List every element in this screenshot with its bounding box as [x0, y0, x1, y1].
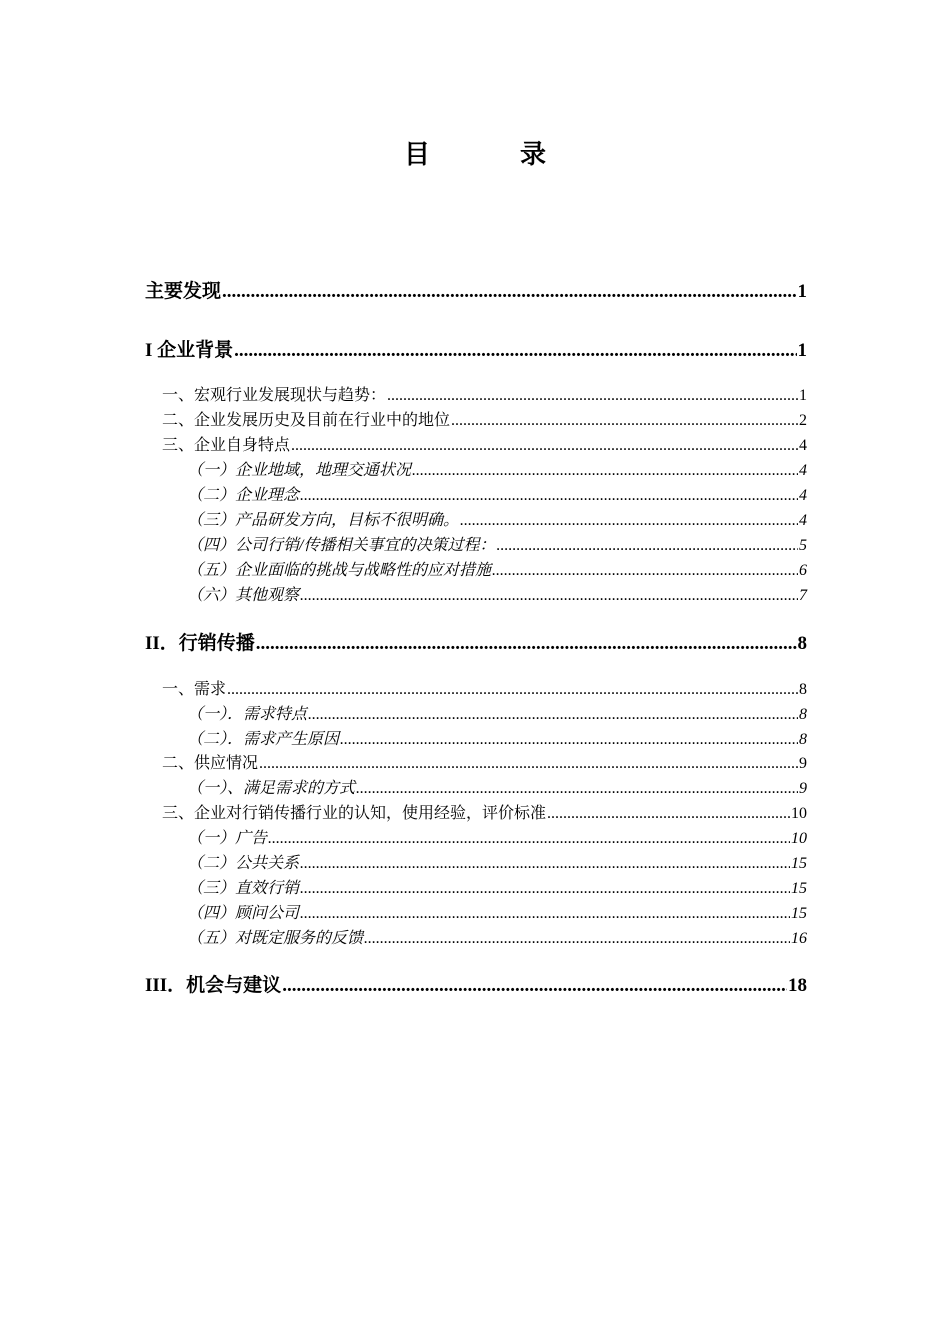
- toc-entry-label: 三、企业对行销传播行业的认知，使用经验，评价标准: [162, 805, 547, 822]
- toc-page-number: 6: [799, 562, 807, 579]
- toc-entry[interactable]: [162, 407, 807, 429]
- toc-page-number: 2: [799, 412, 807, 429]
- toc-leader-dots: [492, 562, 798, 580]
- toc-entry-label: （一）、满足需求的方式: [187, 780, 356, 797]
- toc-leader-dots: [496, 537, 798, 555]
- toc-page-number: 7: [799, 587, 807, 604]
- toc-entry-label: （二）．需求产生原因: [187, 731, 340, 748]
- toc-page-number: 8: [799, 706, 807, 723]
- toc-entry[interactable]: [187, 507, 807, 529]
- toc-leader-dots: [227, 681, 798, 699]
- title-char-2: 录: [520, 140, 547, 169]
- toc-entry[interactable]: [145, 276, 807, 302]
- toc-leader-dots: [259, 755, 798, 773]
- toc-leader-dots: [256, 633, 797, 655]
- toc-entry[interactable]: [145, 628, 807, 654]
- page-title: [0, 134, 950, 171]
- toc-entry-label: 二、供应情况: [162, 755, 259, 772]
- toc-page-number: 8: [797, 633, 807, 654]
- toc-leader-dots: [300, 855, 790, 873]
- toc-leader-dots: [460, 512, 798, 530]
- toc-entry-label: 三、企业自身特点: [162, 437, 291, 454]
- toc-page-number: 15: [791, 855, 807, 872]
- toc-entry[interactable]: [187, 726, 807, 748]
- toc-entry-label: （五）企业面临的挑战与战略性的应对措施: [187, 562, 492, 579]
- toc-leader-dots: [268, 830, 790, 848]
- toc-entry[interactable]: [187, 457, 807, 479]
- toc-page-number: 4: [799, 437, 807, 454]
- toc-page-number: 4: [799, 512, 807, 529]
- toc-entry-label: 一、宏观行业发展现状与趋势：: [162, 387, 387, 404]
- toc-entry[interactable]: [187, 850, 807, 872]
- toc-page-number: 1: [799, 387, 807, 404]
- toc-entry[interactable]: [145, 970, 807, 996]
- toc-page-number: 5: [799, 537, 807, 554]
- toc-leader-dots: [291, 437, 798, 455]
- toc-leader-dots: [364, 930, 790, 948]
- toc-leader-dots: [356, 780, 798, 798]
- toc-leader-dots: [282, 975, 787, 997]
- toc-leader-dots: [222, 281, 796, 303]
- toc-leader-dots: [547, 805, 790, 823]
- toc-entry[interactable]: [145, 335, 807, 361]
- toc-page-number: 1: [797, 340, 807, 361]
- toc-entry[interactable]: [187, 582, 807, 604]
- title-char-1: 目: [403, 140, 430, 169]
- toc-entry[interactable]: [187, 900, 807, 922]
- toc-page-number: 15: [791, 880, 807, 897]
- toc-entry-label: （二）企业理念: [187, 487, 300, 504]
- toc-page-number: 15: [791, 905, 807, 922]
- toc-entry-label: （六）其他观察: [187, 587, 300, 604]
- toc-entry-label: （五）对既定服务的反馈: [187, 930, 364, 947]
- toc-entry-label: II．行销传播: [145, 633, 255, 654]
- toc-leader-dots: [451, 412, 798, 430]
- toc-entry-label: 二、企业发展历史及目前在行业中的地位: [162, 412, 451, 429]
- toc-page-number: 9: [799, 755, 807, 772]
- toc-leader-dots: [300, 905, 790, 923]
- toc-entry[interactable]: [187, 925, 807, 947]
- toc-page-number: 8: [799, 731, 807, 748]
- toc-entry-label: （二）公共关系: [187, 855, 300, 872]
- toc-page-number: 4: [799, 487, 807, 504]
- toc-entry-label: （四）公司行销/传播相关事宜的决策过程：: [187, 537, 496, 554]
- toc-entry[interactable]: [187, 875, 807, 897]
- toc-leader-dots: [308, 706, 798, 724]
- toc-page-number: 16: [791, 930, 807, 947]
- toc-entry[interactable]: [162, 800, 807, 822]
- toc-leader-dots: [412, 462, 798, 480]
- toc-page-number: 10: [791, 830, 807, 847]
- toc-entry[interactable]: [187, 482, 807, 504]
- toc-leader-dots: [234, 340, 796, 362]
- toc-entry[interactable]: [162, 432, 807, 454]
- toc-leader-dots: [300, 487, 798, 505]
- toc-entry[interactable]: [162, 676, 807, 698]
- toc-entry[interactable]: [187, 557, 807, 579]
- toc-leader-dots: [340, 731, 798, 749]
- toc-entry[interactable]: [187, 701, 807, 723]
- toc-entry[interactable]: [162, 750, 807, 772]
- toc-entry[interactable]: [187, 532, 807, 554]
- toc-entry-label: （三）产品研发方向，目标不很明确。: [187, 512, 460, 529]
- toc-page-number: 4: [799, 462, 807, 479]
- toc-entry-label: （一）广告: [187, 830, 268, 847]
- toc-entry-label: （三）直效行销: [187, 880, 300, 897]
- toc-entry[interactable]: [187, 775, 807, 797]
- toc-entry-label: 一、需求: [162, 681, 227, 698]
- toc-leader-dots: [300, 880, 790, 898]
- toc-page-number: 18: [788, 975, 807, 996]
- toc-entry-label: I 企业背景: [145, 340, 234, 361]
- toc-page-number: 9: [799, 780, 807, 797]
- toc-entry-label: （四）顾问公司: [187, 905, 300, 922]
- toc-page-number: 1: [797, 281, 807, 302]
- toc-entry-label: III．机会与建议: [145, 975, 282, 996]
- toc-page-number: 10: [791, 805, 807, 822]
- toc-page-number: 8: [799, 681, 807, 698]
- toc-entry-label: （一）．需求特点: [187, 706, 308, 723]
- toc-leader-dots: [387, 387, 798, 405]
- toc-leader-dots: [300, 587, 798, 605]
- toc-entry-label: （一）企业地域，地理交通状况: [187, 462, 412, 479]
- toc-entry[interactable]: [162, 382, 807, 404]
- toc-entry[interactable]: [187, 825, 807, 847]
- toc-entry-label: 主要发现: [145, 281, 222, 302]
